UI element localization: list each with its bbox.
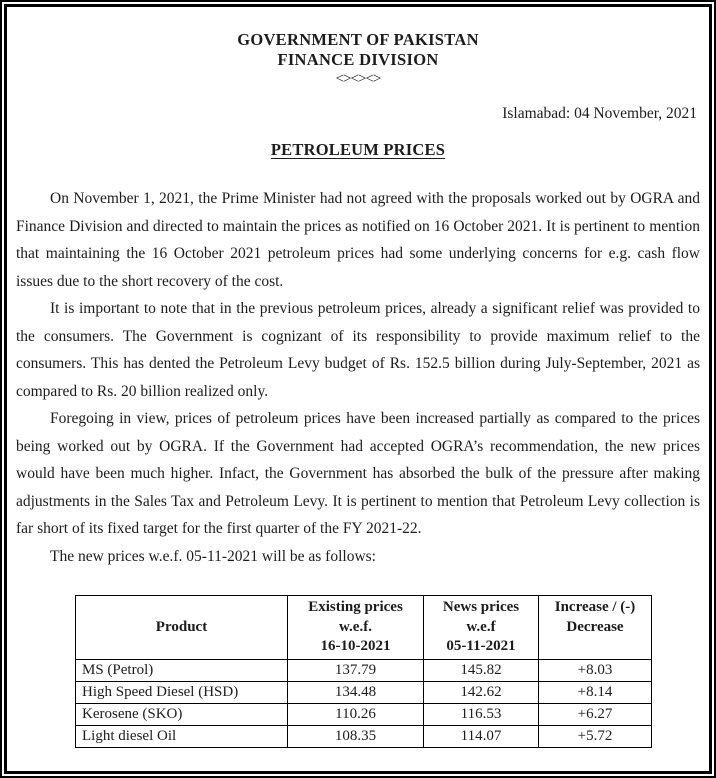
column-header-existing-prices	[288, 596, 424, 660]
column-header-new-prices	[424, 596, 539, 660]
document-title-text: PETROLEUM PRICES	[270, 140, 446, 159]
document-inner-border	[4, 4, 712, 774]
paragraph-3: Foregoing in view, prices of petroleum prices have been increased partially as compared to the prices being worked out by OGRA. If the Government had accepted OGRA’s recommendation, the new prices would have been much higher. Infact, the Government has absorbed the bulk of the pressure after making adjustments in the Sales Tax and Petroleum Levy. It is pertinent to mention that Petroleum Levy collection is far short of its fixed target for the first quarter of the FY 2021-22.	[16, 410, 700, 537]
new-price-value: 114.07	[424, 725, 539, 747]
column-header-product: Product	[76, 596, 288, 660]
dateline: Islamabad: 04 November, 2021	[502, 105, 697, 122]
document-header	[16, 30, 700, 88]
product-name: High Speed Diesel (HSD)	[76, 681, 288, 703]
existing-price-value: 110.26	[288, 703, 424, 725]
column-header-change	[539, 596, 652, 660]
paragraph-2: It is important to note that in the previous petroleum prices, already a significant relief was provided to the consumers. The Government is cognizant of its responsibility to provide maximum relief to the consumers. This has dented the Petroleum Levy budget of Rs. 152.5 billion during July-September, 2021 as compared to Rs. 20 billion realized only.	[16, 300, 700, 400]
change-label-line1: Increase / (-)	[554, 599, 636, 615]
body-text	[16, 185, 700, 570]
existing-prices-date: 16-10-2021	[320, 638, 391, 654]
new-price-value: 142.62	[424, 681, 539, 703]
table-row	[76, 659, 652, 681]
new-price-value: 145.82	[424, 659, 539, 681]
existing-price-value: 134.48	[288, 681, 424, 703]
table-row	[76, 681, 652, 703]
government-title: GOVERNMENT OF PAKISTAN	[237, 30, 479, 49]
table-row	[76, 725, 652, 747]
product-name: Light diesel Oil	[76, 725, 288, 747]
existing-price-value: 108.35	[288, 725, 424, 747]
division-title: FINANCE DIVISION	[277, 50, 439, 69]
change-value: +8.03	[539, 659, 652, 681]
new-prices-date: 05-11-2021	[446, 638, 516, 654]
new-prices-wef: w.e.f	[466, 618, 496, 635]
table-row	[76, 703, 652, 725]
document-title	[16, 140, 700, 160]
paragraph-1: On November 1, 2021, the Prime Minister had not agreed with the proposals worked out by OGRA and Finance Division and directed to maintain the prices as notified on 16 October 2021. It is pertinent to mention that maintaining the 16 October 2021 petroleum prices had some underlying concerns for e.g. cash flow issues due to the short recovery of the cost.	[16, 190, 700, 290]
existing-price-value: 137.79	[288, 659, 424, 681]
new-price-value: 116.53	[424, 703, 539, 725]
product-name: MS (Petrol)	[76, 659, 288, 681]
table-header-row	[76, 596, 652, 660]
diamond-ornament: <><><>	[335, 71, 381, 87]
change-value: +8.14	[539, 681, 652, 703]
change-value: +5.72	[539, 725, 652, 747]
existing-prices-label: Existing prices	[308, 599, 403, 615]
table-body	[76, 659, 652, 747]
change-value: +6.27	[539, 703, 652, 725]
product-name: Kerosene (SKO)	[76, 703, 288, 725]
table-header	[76, 596, 652, 660]
petroleum-prices-table	[75, 595, 652, 748]
existing-prices-wef: w.e.f.	[339, 618, 372, 635]
new-prices-label: News prices	[442, 599, 520, 615]
table-intro-line: The new prices w.e.f. 05-11-2021 will be as follows:	[50, 547, 376, 565]
change-label-line2: Decrease	[566, 618, 624, 635]
